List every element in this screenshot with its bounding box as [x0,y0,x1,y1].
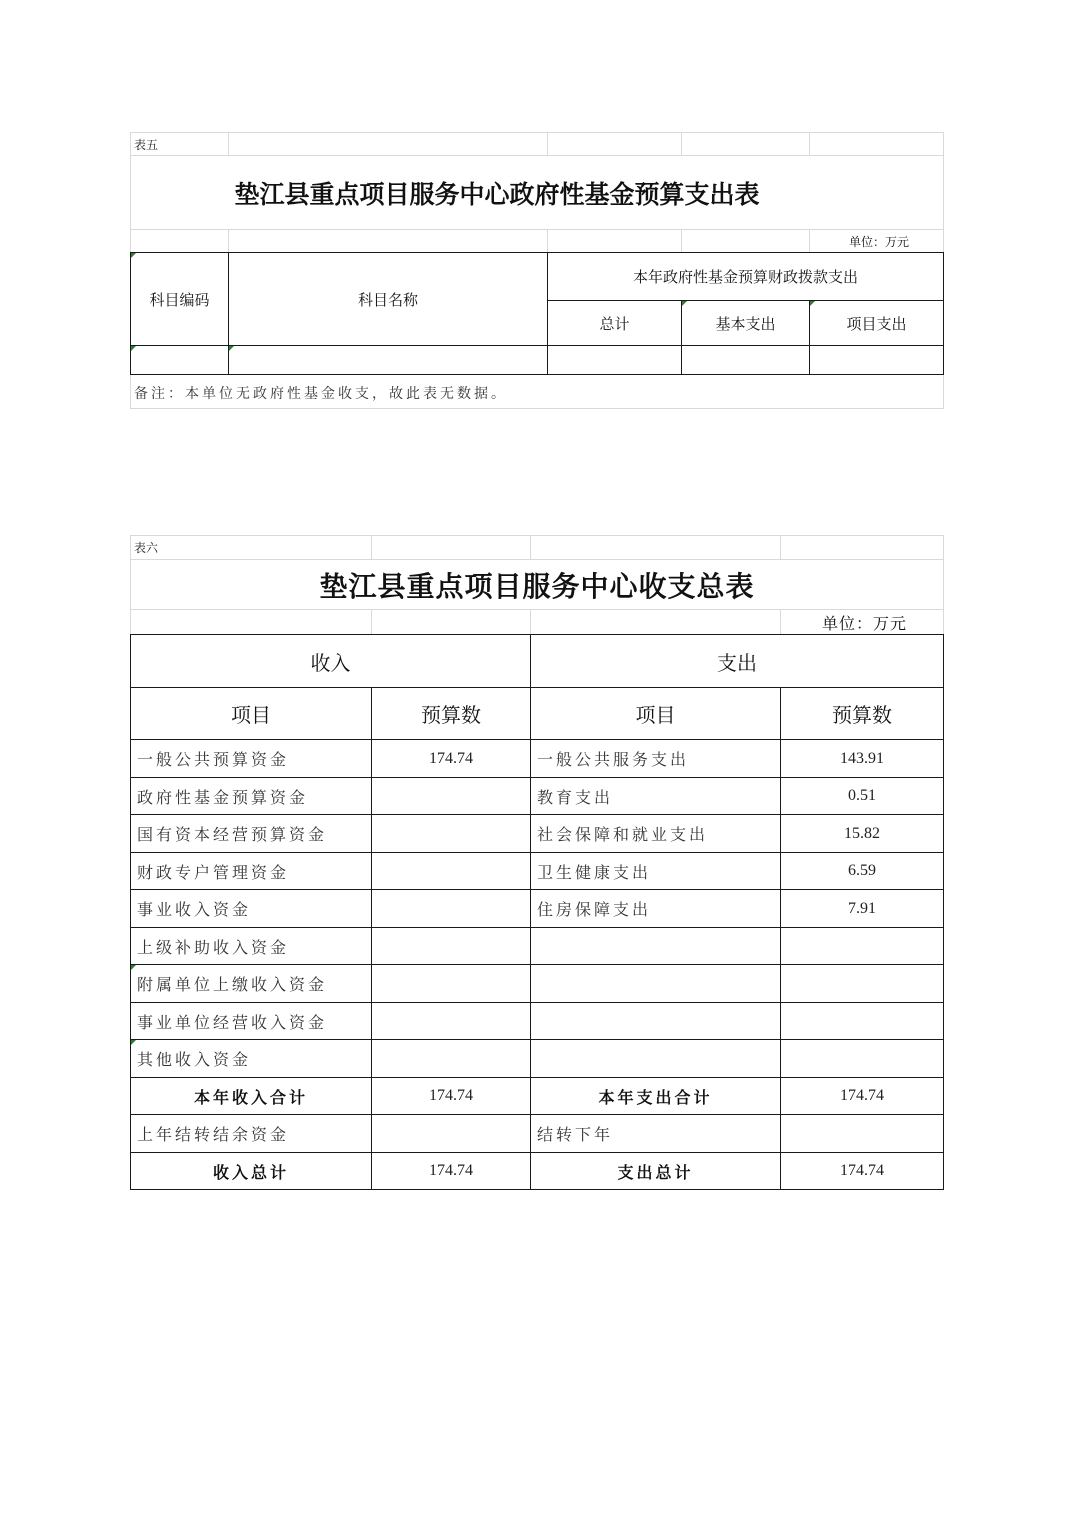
expense-value-cell [781,928,943,964]
income-item-cell: 附属单位上缴收入资金 [137,975,328,994]
expense-item-cell: 一般公共服务支出 [537,750,690,769]
income-value-cell [372,815,530,852]
income-value-cell [372,1003,530,1039]
income-value-cell [372,965,530,1002]
income-item-cell: 本年收入合计 [193,1087,308,1107]
table-title: 垫江县重点项目服务中心政府性基金预算支出表 [234,179,760,209]
income-item-cell: 上年结转结余资金 [137,1125,290,1144]
income-item-cell: 事业收入资金 [137,900,252,919]
income-item-cell: 一般公共预算资金 [137,750,290,769]
expense-value-cell [781,965,943,1002]
expense-item-cell: 社会保障和就业支出 [537,825,709,844]
income-value-cell [372,778,530,814]
income-value-cell: 174.74 [429,1162,473,1179]
income-budget-header: 预算数 [421,703,481,727]
column-header-name: 科目名称 [357,290,418,309]
column-header-project: 项目支出 [846,314,907,333]
expense-item-cell: 教育支出 [537,787,614,807]
income-item-header: 项目 [231,703,271,727]
income-value-cell: 174.74 [429,749,473,767]
income-value-cell [372,928,530,964]
expense-item-cell [531,965,780,1002]
income-item-cell: 收入总计 [212,1162,289,1182]
expense-value-cell: 7.91 [848,899,876,917]
income-item-cell: 财政专户管理资金 [137,862,290,882]
expense-item-header: 项目 [635,703,676,727]
expense-value-cell [781,1003,943,1039]
expense-value-cell: 174.74 [840,1087,884,1104]
expense-value-cell [781,1040,943,1077]
expense-item-cell [531,928,780,964]
comment-marker-icon [131,346,136,351]
income-value-cell [372,890,530,927]
table-label: 表五 [134,137,159,152]
table-label: 表六 [134,541,159,555]
income-item-cell: 国有资本经营预算资金 [137,825,328,844]
expense-value-cell: 0.51 [848,787,876,804]
expense-value-cell: 15.82 [844,824,880,842]
unit-label: 单位：万元 [848,234,909,249]
expense-item-cell [531,1040,780,1077]
expense-value-cell: 174.74 [840,1162,884,1179]
expense-item-cell: 住房保障支出 [537,900,652,919]
expense-item-cell: 结转下年 [537,1125,614,1144]
income-item-cell: 上级补助收入资金 [137,937,290,957]
expense-item-cell: 支出总计 [617,1162,694,1182]
table-note: 备注：本单位无政府性基金收支，故此表无数据。 [134,386,508,402]
income-value-cell [372,1040,530,1077]
comment-marker-icon [131,1040,136,1045]
expense-value-cell [781,1115,943,1152]
column-header-total: 总计 [599,314,630,333]
income-item-cell: 其他收入资金 [137,1050,252,1069]
column-header-basic: 基本支出 [715,314,776,333]
comment-marker-icon [229,346,234,351]
expense-value-cell: 6.59 [848,862,876,879]
column-header-code: 科目编码 [149,290,210,309]
income-value-cell [372,853,530,889]
column-group-header: 本年政府性基金预算财政拨款支出 [632,268,858,286]
income-value-cell [372,1115,530,1152]
expense-header: 支出 [717,650,757,675]
unit-label: 单位：万元 [821,613,907,633]
expense-value-cell: 143.91 [840,749,884,767]
income-item-cell: 政府性基金预算资金 [137,787,309,807]
income-item-cell: 事业单位经营收入资金 [137,1012,328,1032]
expense-item-cell: 卫生健康支出 [537,862,652,882]
expense-item-cell [531,1003,780,1039]
income-value-cell: 174.74 [429,1087,473,1104]
table-title: 垫江县重点项目服务中心收支总表 [319,569,755,603]
income-header: 收入 [310,650,351,675]
comment-marker-icon [131,965,136,970]
expense-item-cell: 本年支出合计 [598,1087,713,1107]
expense-budget-header: 预算数 [832,703,892,727]
